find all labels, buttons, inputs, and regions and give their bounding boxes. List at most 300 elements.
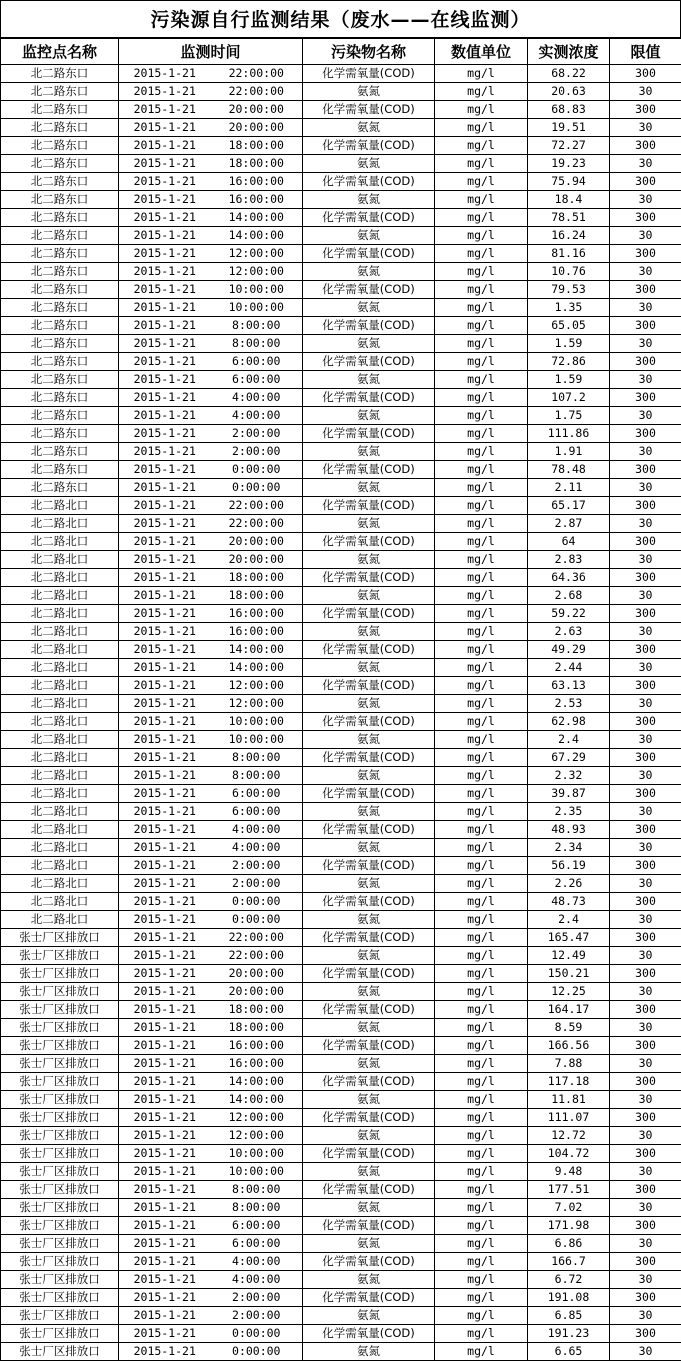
cell-pollutant: 氨氮	[303, 335, 435, 353]
cell-date: 2015-1-21	[119, 713, 211, 731]
table-row	[1, 1037, 681, 1055]
cell-pollutant: 氨氮	[303, 551, 435, 569]
cell-limit: 30	[610, 911, 681, 929]
cell-measured-value: 62.98	[528, 713, 610, 731]
cell-unit: mg/l	[435, 137, 528, 155]
cell-pollutant: 氨氮	[303, 623, 435, 641]
cell-date: 2015-1-21	[119, 821, 211, 839]
table-row	[1, 551, 681, 569]
cell-time: 4:00:00	[211, 389, 303, 407]
cell-unit: mg/l	[435, 731, 528, 749]
cell-site-name: 张士厂区排放口	[1, 947, 119, 965]
table-row	[1, 749, 681, 767]
cell-unit: mg/l	[435, 83, 528, 101]
table-row	[1, 119, 681, 137]
cell-measured-value: 12.49	[528, 947, 610, 965]
cell-limit: 300	[610, 353, 681, 371]
cell-unit: mg/l	[435, 875, 528, 893]
cell-date: 2015-1-21	[119, 1325, 211, 1343]
cell-unit: mg/l	[435, 1001, 528, 1019]
cell-measured-value: 8.59	[528, 1019, 610, 1037]
table-row	[1, 983, 681, 1001]
cell-date: 2015-1-21	[119, 389, 211, 407]
cell-time: 16:00:00	[211, 605, 303, 623]
cell-pollutant: 氨氮	[303, 227, 435, 245]
cell-measured-value: 1.59	[528, 335, 610, 353]
cell-unit: mg/l	[435, 299, 528, 317]
cell-unit: mg/l	[435, 749, 528, 767]
cell-measured-value: 79.53	[528, 281, 610, 299]
cell-limit: 30	[610, 1199, 681, 1217]
cell-time: 8:00:00	[211, 1181, 303, 1199]
cell-date: 2015-1-21	[119, 1001, 211, 1019]
cell-time: 14:00:00	[211, 1091, 303, 1109]
cell-time: 20:00:00	[211, 965, 303, 983]
cell-site-name: 北二路北口	[1, 677, 119, 695]
cell-pollutant: 化学需氧量(COD)	[303, 1109, 435, 1127]
cell-unit: mg/l	[435, 1163, 528, 1181]
cell-limit: 300	[610, 173, 681, 191]
cell-measured-value: 39.87	[528, 785, 610, 803]
cell-measured-value: 177.51	[528, 1181, 610, 1199]
cell-measured-value: 2.53	[528, 695, 610, 713]
cell-site-name: 北二路东口	[1, 353, 119, 371]
table-row	[1, 911, 681, 929]
cell-pollutant: 氨氮	[303, 875, 435, 893]
table-row	[1, 1163, 681, 1181]
cell-limit: 30	[610, 695, 681, 713]
header-site-name: 监控点名称	[1, 39, 119, 65]
cell-pollutant: 氨氮	[303, 731, 435, 749]
cell-time: 10:00:00	[211, 299, 303, 317]
cell-limit: 30	[610, 731, 681, 749]
table-row	[1, 1001, 681, 1019]
cell-pollutant: 化学需氧量(COD)	[303, 785, 435, 803]
cell-unit: mg/l	[435, 1145, 528, 1163]
table-row	[1, 1325, 681, 1343]
cell-pollutant: 氨氮	[303, 119, 435, 137]
cell-limit: 300	[610, 1001, 681, 1019]
cell-site-name: 北二路东口	[1, 83, 119, 101]
cell-limit: 300	[610, 461, 681, 479]
table-row	[1, 371, 681, 389]
cell-site-name: 北二路东口	[1, 281, 119, 299]
cell-limit: 30	[610, 1163, 681, 1181]
cell-limit: 300	[610, 749, 681, 767]
cell-pollutant: 氨氮	[303, 803, 435, 821]
cell-site-name: 张士厂区排放口	[1, 1235, 119, 1253]
cell-time: 6:00:00	[211, 785, 303, 803]
cell-pollutant: 氨氮	[303, 911, 435, 929]
cell-unit: mg/l	[435, 497, 528, 515]
cell-site-name: 北二路北口	[1, 839, 119, 857]
cell-time: 8:00:00	[211, 1199, 303, 1217]
cell-date: 2015-1-21	[119, 227, 211, 245]
cell-site-name: 北二路东口	[1, 371, 119, 389]
cell-pollutant: 化学需氧量(COD)	[303, 461, 435, 479]
cell-time: 18:00:00	[211, 155, 303, 173]
cell-pollutant: 化学需氧量(COD)	[303, 497, 435, 515]
cell-limit: 30	[610, 947, 681, 965]
cell-date: 2015-1-21	[119, 641, 211, 659]
cell-limit: 30	[610, 623, 681, 641]
cell-limit: 30	[610, 263, 681, 281]
cell-pollutant: 化学需氧量(COD)	[303, 1037, 435, 1055]
cell-site-name: 北二路北口	[1, 659, 119, 677]
cell-pollutant: 化学需氧量(COD)	[303, 605, 435, 623]
cell-measured-value: 78.48	[528, 461, 610, 479]
cell-measured-value: 78.51	[528, 209, 610, 227]
table-row	[1, 569, 681, 587]
cell-site-name: 北二路北口	[1, 821, 119, 839]
cell-time: 12:00:00	[211, 677, 303, 695]
cell-time: 2:00:00	[211, 425, 303, 443]
cell-time: 8:00:00	[211, 749, 303, 767]
cell-measured-value: 171.98	[528, 1217, 610, 1235]
cell-limit: 30	[610, 1271, 681, 1289]
cell-unit: mg/l	[435, 65, 528, 83]
cell-date: 2015-1-21	[119, 695, 211, 713]
cell-pollutant: 氨氮	[303, 371, 435, 389]
cell-site-name: 北二路东口	[1, 119, 119, 137]
cell-measured-value: 2.68	[528, 587, 610, 605]
cell-unit: mg/l	[435, 317, 528, 335]
header-measured-concentration: 实测浓度	[528, 39, 610, 65]
cell-date: 2015-1-21	[119, 1145, 211, 1163]
cell-limit: 30	[610, 335, 681, 353]
cell-limit: 300	[610, 65, 681, 83]
cell-date: 2015-1-21	[119, 425, 211, 443]
cell-limit: 300	[610, 569, 681, 587]
cell-measured-value: 1.91	[528, 443, 610, 461]
table-row	[1, 731, 681, 749]
cell-pollutant: 氨氮	[303, 479, 435, 497]
cell-pollutant: 氨氮	[303, 947, 435, 965]
cell-date: 2015-1-21	[119, 245, 211, 263]
cell-time: 4:00:00	[211, 1253, 303, 1271]
cell-measured-value: 56.19	[528, 857, 610, 875]
cell-time: 20:00:00	[211, 983, 303, 1001]
table-row	[1, 1019, 681, 1037]
cell-measured-value: 2.11	[528, 479, 610, 497]
cell-date: 2015-1-21	[119, 785, 211, 803]
table-row	[1, 803, 681, 821]
cell-pollutant: 氨氮	[303, 659, 435, 677]
cell-limit: 30	[610, 1343, 681, 1361]
table-row	[1, 605, 681, 623]
cell-unit: mg/l	[435, 119, 528, 137]
cell-date: 2015-1-21	[119, 1109, 211, 1127]
cell-pollutant: 氨氮	[303, 1127, 435, 1145]
cell-measured-value: 72.86	[528, 353, 610, 371]
cell-time: 22:00:00	[211, 497, 303, 515]
table-row	[1, 101, 681, 119]
cell-date: 2015-1-21	[119, 1091, 211, 1109]
cell-time: 22:00:00	[211, 65, 303, 83]
cell-limit: 30	[610, 227, 681, 245]
table-row	[1, 443, 681, 461]
cell-time: 4:00:00	[211, 1271, 303, 1289]
cell-date: 2015-1-21	[119, 101, 211, 119]
monitoring-results-table	[0, 38, 681, 1361]
cell-unit: mg/l	[435, 263, 528, 281]
cell-date: 2015-1-21	[119, 533, 211, 551]
cell-date: 2015-1-21	[119, 1217, 211, 1235]
table-row	[1, 875, 681, 893]
cell-site-name: 北二路北口	[1, 623, 119, 641]
cell-site-name: 北二路北口	[1, 857, 119, 875]
cell-site-name: 北二路东口	[1, 335, 119, 353]
cell-pollutant: 化学需氧量(COD)	[303, 749, 435, 767]
cell-unit: mg/l	[435, 281, 528, 299]
cell-limit: 30	[610, 83, 681, 101]
table-row	[1, 587, 681, 605]
cell-measured-value: 68.83	[528, 101, 610, 119]
cell-time: 10:00:00	[211, 713, 303, 731]
cell-unit: mg/l	[435, 1055, 528, 1073]
cell-unit: mg/l	[435, 713, 528, 731]
cell-date: 2015-1-21	[119, 1289, 211, 1307]
cell-pollutant: 氨氮	[303, 1199, 435, 1217]
cell-time: 0:00:00	[211, 479, 303, 497]
cell-time: 8:00:00	[211, 335, 303, 353]
table-row	[1, 461, 681, 479]
cell-pollutant: 氨氮	[303, 1163, 435, 1181]
cell-time: 0:00:00	[211, 911, 303, 929]
table-row	[1, 299, 681, 317]
table-row	[1, 83, 681, 101]
table-row	[1, 245, 681, 263]
cell-unit: mg/l	[435, 1325, 528, 1343]
table-row	[1, 425, 681, 443]
cell-measured-value: 65.17	[528, 497, 610, 515]
cell-unit: mg/l	[435, 1217, 528, 1235]
cell-site-name: 北二路北口	[1, 767, 119, 785]
cell-time: 2:00:00	[211, 443, 303, 461]
cell-site-name: 北二路北口	[1, 911, 119, 929]
cell-site-name: 张士厂区排放口	[1, 1037, 119, 1055]
table-row	[1, 515, 681, 533]
cell-time: 22:00:00	[211, 83, 303, 101]
cell-unit: mg/l	[435, 857, 528, 875]
cell-limit: 300	[610, 389, 681, 407]
cell-measured-value: 6.85	[528, 1307, 610, 1325]
cell-pollutant: 氨氮	[303, 1235, 435, 1253]
cell-unit: mg/l	[435, 1271, 528, 1289]
cell-site-name: 张士厂区排放口	[1, 1253, 119, 1271]
cell-pollutant: 氨氮	[303, 299, 435, 317]
cell-date: 2015-1-21	[119, 1307, 211, 1325]
cell-site-name: 张士厂区排放口	[1, 1181, 119, 1199]
cell-pollutant: 化学需氧量(COD)	[303, 1217, 435, 1235]
cell-site-name: 北二路北口	[1, 893, 119, 911]
cell-site-name: 张士厂区排放口	[1, 983, 119, 1001]
cell-time: 16:00:00	[211, 191, 303, 209]
cell-date: 2015-1-21	[119, 1199, 211, 1217]
cell-pollutant: 氨氮	[303, 407, 435, 425]
cell-date: 2015-1-21	[119, 893, 211, 911]
cell-date: 2015-1-21	[119, 497, 211, 515]
cell-unit: mg/l	[435, 155, 528, 173]
cell-site-name: 北二路北口	[1, 587, 119, 605]
cell-measured-value: 191.23	[528, 1325, 610, 1343]
cell-limit: 300	[610, 497, 681, 515]
cell-site-name: 张士厂区排放口	[1, 1163, 119, 1181]
cell-unit: mg/l	[435, 1109, 528, 1127]
table-row	[1, 353, 681, 371]
cell-measured-value: 111.07	[528, 1109, 610, 1127]
cell-measured-value: 2.34	[528, 839, 610, 857]
table-row	[1, 929, 681, 947]
cell-time: 18:00:00	[211, 137, 303, 155]
cell-site-name: 北二路北口	[1, 551, 119, 569]
cell-limit: 300	[610, 1145, 681, 1163]
cell-site-name: 张士厂区排放口	[1, 929, 119, 947]
cell-pollutant: 化学需氧量(COD)	[303, 893, 435, 911]
table-row	[1, 1289, 681, 1307]
cell-time: 20:00:00	[211, 533, 303, 551]
cell-date: 2015-1-21	[119, 371, 211, 389]
cell-measured-value: 164.17	[528, 1001, 610, 1019]
cell-limit: 30	[610, 875, 681, 893]
cell-limit: 30	[610, 1127, 681, 1145]
cell-unit: mg/l	[435, 245, 528, 263]
table-row	[1, 947, 681, 965]
cell-unit: mg/l	[435, 1073, 528, 1091]
cell-limit: 300	[610, 929, 681, 947]
cell-measured-value: 12.72	[528, 1127, 610, 1145]
cell-site-name: 北二路北口	[1, 803, 119, 821]
cell-time: 10:00:00	[211, 1163, 303, 1181]
cell-pollutant: 化学需氧量(COD)	[303, 1325, 435, 1343]
table-row	[1, 281, 681, 299]
cell-pollutant: 氨氮	[303, 83, 435, 101]
cell-measured-value: 75.94	[528, 173, 610, 191]
table-row	[1, 227, 681, 245]
cell-date: 2015-1-21	[119, 803, 211, 821]
cell-unit: mg/l	[435, 605, 528, 623]
cell-time: 6:00:00	[211, 1235, 303, 1253]
cell-site-name: 北二路东口	[1, 209, 119, 227]
cell-measured-value: 165.47	[528, 929, 610, 947]
cell-date: 2015-1-21	[119, 767, 211, 785]
cell-date: 2015-1-21	[119, 137, 211, 155]
cell-site-name: 北二路东口	[1, 173, 119, 191]
cell-measured-value: 59.22	[528, 605, 610, 623]
cell-unit: mg/l	[435, 659, 528, 677]
cell-limit: 30	[610, 407, 681, 425]
cell-unit: mg/l	[435, 911, 528, 929]
cell-site-name: 北二路北口	[1, 497, 119, 515]
cell-limit: 30	[610, 1091, 681, 1109]
table-row	[1, 173, 681, 191]
cell-date: 2015-1-21	[119, 299, 211, 317]
cell-limit: 300	[610, 785, 681, 803]
cell-site-name: 张士厂区排放口	[1, 1325, 119, 1343]
cell-unit: mg/l	[435, 1037, 528, 1055]
cell-pollutant: 化学需氧量(COD)	[303, 965, 435, 983]
cell-unit: mg/l	[435, 677, 528, 695]
table-row	[1, 1271, 681, 1289]
cell-measured-value: 7.02	[528, 1199, 610, 1217]
cell-measured-value: 2.44	[528, 659, 610, 677]
cell-site-name: 北二路东口	[1, 317, 119, 335]
table-row	[1, 209, 681, 227]
cell-limit: 30	[610, 191, 681, 209]
cell-site-name: 北二路北口	[1, 569, 119, 587]
cell-site-name: 北二路东口	[1, 245, 119, 263]
cell-limit: 30	[610, 1055, 681, 1073]
cell-measured-value: 64	[528, 533, 610, 551]
cell-measured-value: 2.87	[528, 515, 610, 533]
cell-date: 2015-1-21	[119, 335, 211, 353]
cell-date: 2015-1-21	[119, 1235, 211, 1253]
cell-pollutant: 化学需氧量(COD)	[303, 281, 435, 299]
cell-measured-value: 19.51	[528, 119, 610, 137]
cell-site-name: 张士厂区排放口	[1, 1127, 119, 1145]
cell-date: 2015-1-21	[119, 1253, 211, 1271]
cell-limit: 30	[610, 839, 681, 857]
table-row	[1, 1091, 681, 1109]
cell-unit: mg/l	[435, 227, 528, 245]
cell-unit: mg/l	[435, 1181, 528, 1199]
cell-limit: 300	[610, 641, 681, 659]
cell-date: 2015-1-21	[119, 461, 211, 479]
cell-unit: mg/l	[435, 1199, 528, 1217]
cell-date: 2015-1-21	[119, 155, 211, 173]
cell-site-name: 北二路东口	[1, 479, 119, 497]
cell-pollutant: 化学需氧量(COD)	[303, 1181, 435, 1199]
table-row	[1, 1307, 681, 1325]
cell-limit: 300	[610, 101, 681, 119]
cell-measured-value: 1.75	[528, 407, 610, 425]
cell-pollutant: 氨氮	[303, 263, 435, 281]
cell-site-name: 张士厂区排放口	[1, 1073, 119, 1091]
cell-date: 2015-1-21	[119, 659, 211, 677]
table-row	[1, 785, 681, 803]
cell-time: 2:00:00	[211, 1289, 303, 1307]
cell-date: 2015-1-21	[119, 191, 211, 209]
cell-unit: mg/l	[435, 803, 528, 821]
cell-pollutant: 氨氮	[303, 767, 435, 785]
cell-site-name: 张士厂区排放口	[1, 1001, 119, 1019]
cell-time: 2:00:00	[211, 1307, 303, 1325]
cell-site-name: 张士厂区排放口	[1, 1217, 119, 1235]
cell-site-name: 张士厂区排放口	[1, 965, 119, 983]
cell-limit: 30	[610, 803, 681, 821]
cell-time: 6:00:00	[211, 371, 303, 389]
cell-limit: 30	[610, 767, 681, 785]
cell-time: 6:00:00	[211, 1217, 303, 1235]
cell-pollutant: 化学需氧量(COD)	[303, 353, 435, 371]
cell-time: 4:00:00	[211, 839, 303, 857]
cell-pollutant: 化学需氧量(COD)	[303, 137, 435, 155]
cell-measured-value: 2.63	[528, 623, 610, 641]
cell-time: 8:00:00	[211, 767, 303, 785]
cell-time: 0:00:00	[211, 893, 303, 911]
cell-limit: 30	[610, 479, 681, 497]
cell-limit: 300	[610, 1073, 681, 1091]
cell-measured-value: 2.83	[528, 551, 610, 569]
cell-pollutant: 化学需氧量(COD)	[303, 173, 435, 191]
table-row	[1, 857, 681, 875]
cell-unit: mg/l	[435, 767, 528, 785]
cell-date: 2015-1-21	[119, 929, 211, 947]
cell-time: 0:00:00	[211, 1343, 303, 1361]
cell-limit: 30	[610, 155, 681, 173]
cell-limit: 30	[610, 659, 681, 677]
cell-unit: mg/l	[435, 641, 528, 659]
